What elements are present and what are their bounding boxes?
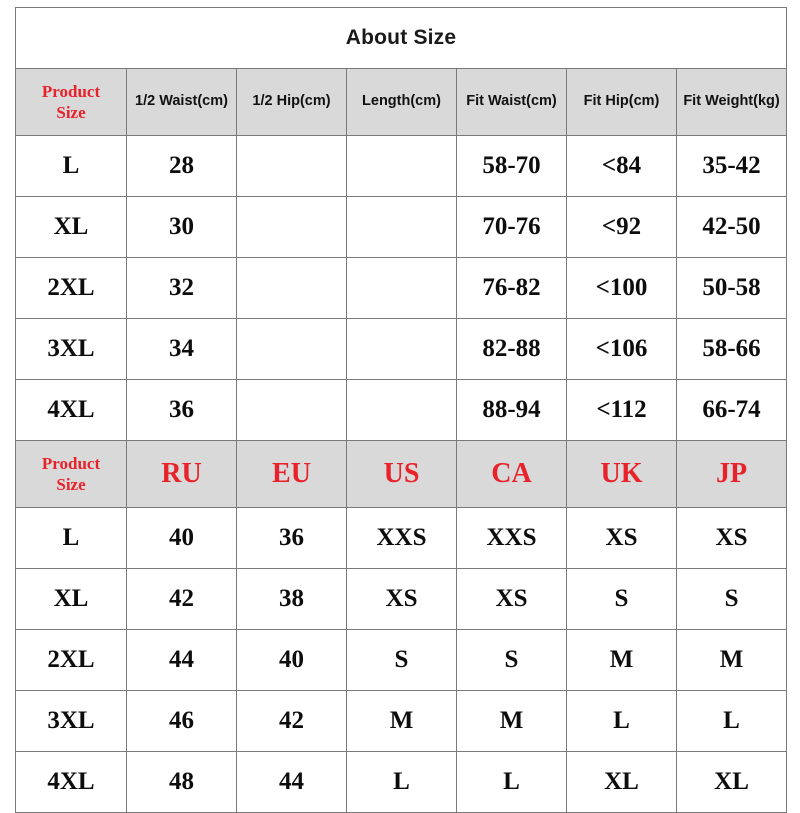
cell-fit-hip: <112: [567, 380, 677, 441]
cell-ru: 44: [127, 630, 237, 691]
cell-jp: XS: [677, 508, 787, 569]
header-eu: EU: [237, 441, 347, 508]
cell-half-waist: 36: [127, 380, 237, 441]
cell-fit-waist: 88-94: [457, 380, 567, 441]
cell-ru: 48: [127, 752, 237, 813]
header-product-size-conversion-line2: Size: [56, 475, 86, 494]
cell-length: [347, 258, 457, 319]
cell-length: [347, 380, 457, 441]
table-row: [16, 691, 787, 752]
cell-us: XXS: [347, 508, 457, 569]
header-product-size-line2: Size: [56, 103, 86, 122]
header-us: US: [347, 441, 457, 508]
cell-length: [347, 136, 457, 197]
header-half-waist: 1/2 Waist(cm): [127, 69, 237, 136]
cell-size: XL: [16, 197, 127, 258]
cell-half-hip: [237, 258, 347, 319]
size-chart-container: [15, 7, 786, 813]
table-row: [16, 197, 787, 258]
header-fit-waist: Fit Waist(cm): [457, 69, 567, 136]
header-length: Length(cm): [347, 69, 457, 136]
cell-eu: 44: [237, 752, 347, 813]
cell-size: 4XL: [16, 380, 127, 441]
header-fit-hip: Fit Hip(cm): [567, 69, 677, 136]
table-row: [16, 508, 787, 569]
cell-fit-waist: 76-82: [457, 258, 567, 319]
table-row: [16, 569, 787, 630]
cell-ca: XXS: [457, 508, 567, 569]
cell-half-hip: [237, 136, 347, 197]
cell-fit-hip: <106: [567, 319, 677, 380]
cell-fit-hip: <84: [567, 136, 677, 197]
cell-size: L: [16, 508, 127, 569]
cell-size: 3XL: [16, 691, 127, 752]
cell-half-waist: 28: [127, 136, 237, 197]
table-row: [16, 319, 787, 380]
cell-fit-waist: 82-88: [457, 319, 567, 380]
conversion-header-row: [16, 441, 787, 508]
cell-uk: M: [567, 630, 677, 691]
table-row: [16, 380, 787, 441]
header-fit-weight: Fit Weight(kg): [677, 69, 787, 136]
header-product-size-conversion: [16, 441, 127, 508]
header-ca: CA: [457, 441, 567, 508]
cell-fit-weight: 50-58: [677, 258, 787, 319]
cell-us: M: [347, 691, 457, 752]
cell-fit-waist: 58-70: [457, 136, 567, 197]
cell-ru: 46: [127, 691, 237, 752]
cell-fit-hip: <92: [567, 197, 677, 258]
table-row: [16, 630, 787, 691]
cell-uk: L: [567, 691, 677, 752]
cell-eu: 38: [237, 569, 347, 630]
header-product-size: [16, 69, 127, 136]
cell-half-waist: 32: [127, 258, 237, 319]
table-row: [16, 136, 787, 197]
cell-us: XS: [347, 569, 457, 630]
cell-size: 2XL: [16, 630, 127, 691]
cell-length: [347, 197, 457, 258]
title-row: [16, 8, 787, 69]
cell-fit-weight: 42-50: [677, 197, 787, 258]
header-product-size-conversion-line1: Product: [41, 453, 101, 473]
cell-half-hip: [237, 197, 347, 258]
measurement-header-row: [16, 69, 787, 136]
cell-ca: L: [457, 752, 567, 813]
header-jp: JP: [677, 441, 787, 508]
cell-size: L: [16, 136, 127, 197]
cell-half-hip: [237, 380, 347, 441]
cell-jp: XL: [677, 752, 787, 813]
cell-half-waist: 34: [127, 319, 237, 380]
cell-eu: 40: [237, 630, 347, 691]
cell-length: [347, 319, 457, 380]
cell-fit-weight: 58-66: [677, 319, 787, 380]
cell-uk: S: [567, 569, 677, 630]
cell-uk: XL: [567, 752, 677, 813]
cell-uk: XS: [567, 508, 677, 569]
size-chart-table: [15, 7, 787, 813]
page-title: About Size: [16, 8, 787, 69]
cell-jp: M: [677, 630, 787, 691]
header-uk: UK: [567, 441, 677, 508]
header-product-size-line1: Product: [41, 81, 101, 101]
cell-ca: S: [457, 630, 567, 691]
cell-size: 2XL: [16, 258, 127, 319]
cell-ca: XS: [457, 569, 567, 630]
cell-half-hip: [237, 319, 347, 380]
cell-ru: 40: [127, 508, 237, 569]
cell-half-waist: 30: [127, 197, 237, 258]
header-ru: RU: [127, 441, 237, 508]
cell-eu: 36: [237, 508, 347, 569]
table-row: [16, 752, 787, 813]
cell-size: 3XL: [16, 319, 127, 380]
cell-us: S: [347, 630, 457, 691]
cell-jp: L: [677, 691, 787, 752]
cell-size: XL: [16, 569, 127, 630]
cell-jp: S: [677, 569, 787, 630]
cell-eu: 42: [237, 691, 347, 752]
cell-fit-weight: 66-74: [677, 380, 787, 441]
cell-fit-hip: <100: [567, 258, 677, 319]
cell-fit-weight: 35-42: [677, 136, 787, 197]
cell-fit-waist: 70-76: [457, 197, 567, 258]
table-row: [16, 258, 787, 319]
cell-ca: M: [457, 691, 567, 752]
cell-us: L: [347, 752, 457, 813]
cell-size: 4XL: [16, 752, 127, 813]
header-half-hip: 1/2 Hip(cm): [237, 69, 347, 136]
cell-ru: 42: [127, 569, 237, 630]
